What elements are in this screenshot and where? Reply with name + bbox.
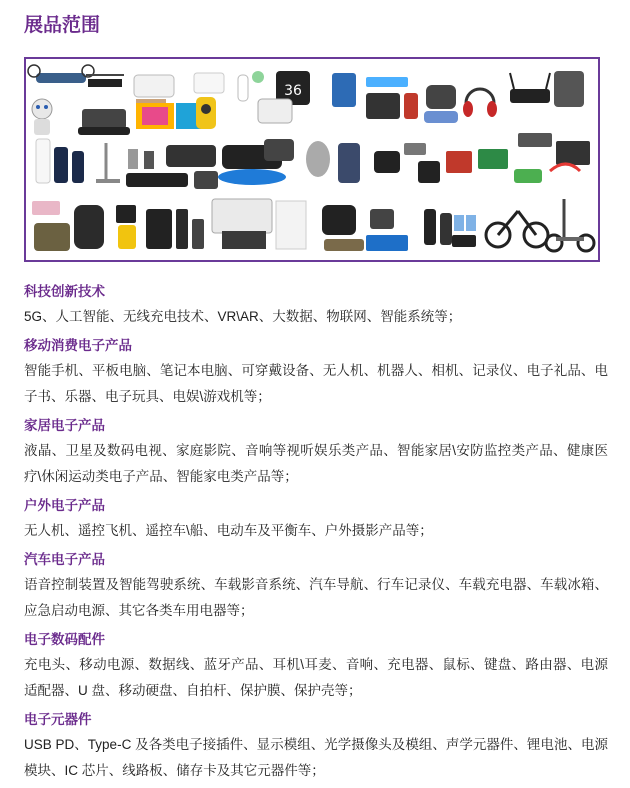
robot-icon bbox=[78, 109, 130, 135]
category-section bbox=[24, 280, 608, 330]
svg-text:36: 36 bbox=[284, 83, 302, 99]
stand-icon bbox=[176, 209, 204, 249]
category-heading: 汽车电子产品 bbox=[24, 552, 105, 567]
category-section bbox=[24, 494, 608, 544]
speaker-icon bbox=[306, 141, 360, 183]
headphones-icon bbox=[463, 89, 497, 117]
exhibit-categories bbox=[24, 280, 608, 788]
laptop-icon bbox=[446, 133, 590, 173]
drone-icon bbox=[86, 75, 124, 87]
car-charger-icon bbox=[128, 149, 154, 169]
page-title: 展品范围 bbox=[24, 15, 101, 36]
dashcam-icon bbox=[126, 145, 218, 189]
category-section bbox=[24, 414, 608, 490]
category-body: 无人机、遥控飞机、遥控车\船、电动车及平衡车、户外摄影产品等； bbox=[24, 523, 433, 538]
category-heading: 科技创新技术 bbox=[24, 284, 105, 299]
cables-icon bbox=[514, 164, 580, 183]
gimbal-icon bbox=[424, 85, 458, 123]
category-heading: 电子数码配件 bbox=[24, 632, 105, 647]
gps-icon bbox=[366, 209, 408, 251]
drone-icon bbox=[28, 65, 94, 83]
backpack-icon bbox=[32, 201, 104, 251]
wearable-camera-icon bbox=[196, 97, 216, 129]
scooter-icon bbox=[546, 199, 594, 251]
category-heading: 户外电子产品 bbox=[24, 498, 105, 513]
category-section bbox=[24, 548, 608, 624]
keyboard-icon bbox=[374, 143, 440, 183]
category-body: 智能手机、平板电脑、笔记本电脑、可穿戴设备、无人机、机器人、相机、记录仪、电子礼品、电子书、乐器、电子玩具、电娱\游戏机等； bbox=[24, 363, 608, 404]
category-body: USB PD、Type-C 及各类电子接插件、显示模组、光学摄像头及模组、声学元器件、锂电池、电源模块、IC 芯片、线路板、储存卡及其它元器件等； bbox=[24, 737, 608, 778]
ebike-icon bbox=[486, 211, 548, 247]
category-section bbox=[24, 708, 608, 784]
router-icon bbox=[510, 71, 584, 107]
vr-headset-icon bbox=[218, 139, 294, 185]
category-body: 5G、人工智能、无线充电技术、VR\AR、大数据、物联网、智能系统等； bbox=[24, 309, 462, 324]
category-heading: 移动消费电子产品 bbox=[24, 338, 132, 353]
thermometer-icon bbox=[238, 71, 264, 101]
category-body: 语音控制装置及智能驾驶系统、车载影音系统、汽车导航、行车记录仪、车载充电器、车载冰箱、应急启动电源、其它各类车用电器等； bbox=[24, 577, 608, 618]
stand-icon bbox=[96, 143, 120, 183]
product-collage-image bbox=[26, 59, 598, 260]
category-body: 液晶、卫星及数码电视、家庭影院、音响等视听娱乐类产品、智能家居\安防监控类产品、健康医疗\休闲运动类电子产品、智能家电类产品等； bbox=[24, 443, 608, 484]
thermal-scanner-icon bbox=[258, 71, 310, 123]
category-heading: 家居电子产品 bbox=[24, 418, 105, 433]
phone-icon bbox=[332, 73, 418, 119]
printer-icon bbox=[212, 199, 306, 249]
category-section bbox=[24, 628, 608, 704]
projector-icon bbox=[194, 73, 224, 93]
product-collage bbox=[24, 57, 600, 262]
robot-icon bbox=[32, 99, 52, 135]
cables-icon bbox=[36, 139, 84, 183]
walkie-talkie-icon bbox=[424, 209, 476, 247]
action-camera-icon bbox=[116, 205, 172, 249]
category-heading: 电子元器件 bbox=[24, 712, 92, 727]
category-body: 充电头、移动电源、数据线、蓝牙产品、耳机\耳麦、音响、充电器、鼠标、键盘、路由器、电源适配器、U 盘、移动硬盘、自拍杆、保护膜、保护壳等； bbox=[24, 657, 608, 698]
category-section bbox=[24, 334, 608, 410]
speaker-icon bbox=[322, 205, 364, 251]
